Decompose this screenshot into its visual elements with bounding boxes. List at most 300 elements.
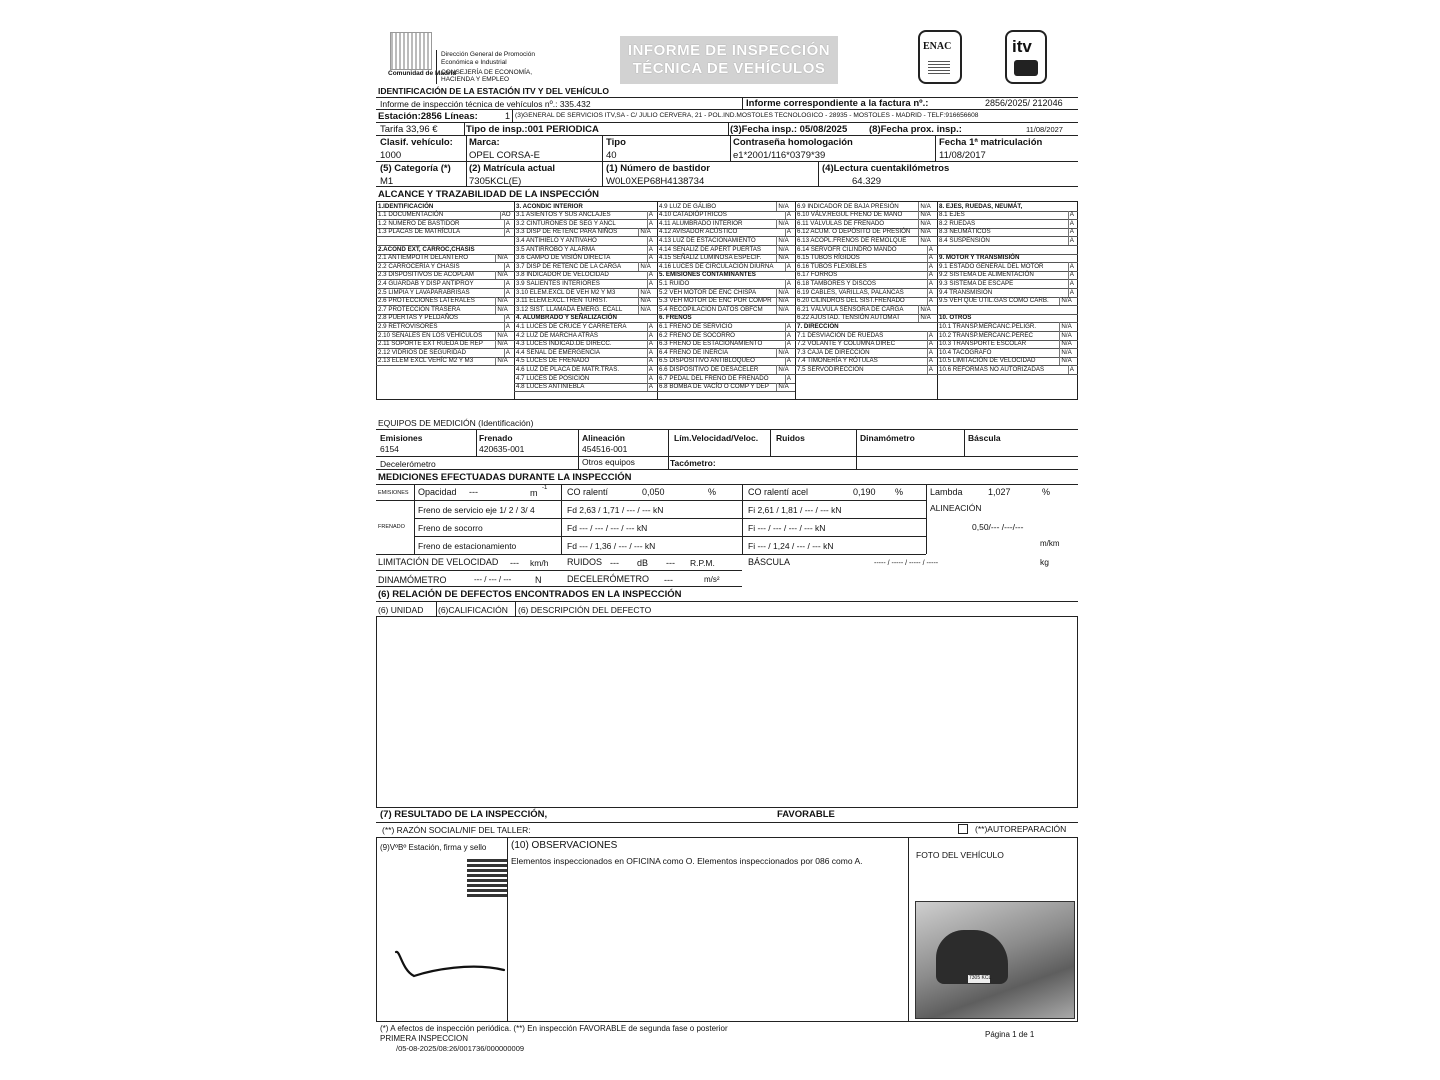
ruidos-rpm: R.P.M.: [690, 558, 715, 568]
opacidad-label: Opacidad: [418, 487, 457, 497]
scope-result-divider: [918, 211, 919, 220]
foto-label: FOTO DEL VEHÍCULO: [916, 850, 1004, 860]
scope-result-divider: [785, 340, 786, 349]
banner-line-2: TÉCNICA DE VEHÍCULOS: [632, 60, 826, 77]
scope-result-divider: [504, 288, 505, 297]
bascula-label: BÁSCULA: [748, 557, 791, 567]
next-insp-label: (8)Fecha prox. insp.:: [869, 124, 962, 135]
scope-item-label: 8.2 RUEDAS: [939, 219, 976, 227]
scope-item-label: 2.9 RETROVISORES: [378, 322, 438, 330]
col-descripcion: (6) DESCRIPCIÓN DEL DEFECTO: [518, 605, 652, 615]
scope-item-label: 3.11 ELEM.EXCL.TREN TURIST.: [516, 297, 608, 305]
scope-item-label: 2.4 GUARDAB Y DISP ANTIPROY: [378, 279, 474, 287]
clasif-label: Clasif. vehículo:: [380, 137, 453, 148]
scope-item-result: A: [1069, 279, 1074, 287]
scope-item-result: A: [648, 374, 653, 382]
scope-section-heading: 2.ACOND EXT, CARROC,CHASIS: [378, 245, 475, 253]
scope-item-result: A: [505, 322, 510, 330]
scope-item-label: 3.8 INDICADOR DE VELOCIDAD: [516, 271, 609, 279]
scope-item-result: A: [505, 288, 510, 296]
scope-item-label: 9.5 VEH QUE UTIL.GAS COMO CARB.: [939, 297, 1049, 305]
scope-item-result: A: [505, 314, 510, 322]
defects-area: [376, 616, 1078, 808]
scope-row-line: [514, 391, 657, 392]
scope-item-label: 6.1 FRENO DE SERVICIO: [659, 322, 733, 330]
scope-item-label: 8.4 SUSPENSIÓN: [939, 236, 990, 244]
scope-item-label: 4.9 LUZ DE GÁLIBO: [659, 202, 717, 210]
scope-item-result: A: [928, 340, 933, 348]
scope-item-result: A: [648, 279, 653, 287]
scope-item-label: 3.1 ASIENTOS Y SUS ANCLAJES: [516, 211, 611, 219]
scope-item-result: A: [786, 279, 791, 287]
co-ralenti-unit: %: [708, 487, 717, 497]
homolog-value: e1*2001/116*0379*39: [733, 150, 826, 161]
scope-result-divider: [504, 348, 505, 357]
scope-item-label: 4.2 LUZ DE MARCHA ATRÁS: [516, 331, 599, 339]
scope-item-result: A: [648, 254, 653, 262]
scope-result-divider: [638, 297, 639, 306]
scope-section-heading: 5. EMISIONES CONTAMINANTES: [659, 271, 756, 279]
scope-item-result: A: [648, 357, 653, 365]
dinamometro-label: DINAMÓMETRO: [378, 575, 447, 585]
eq-alineacion-label: Alineación: [582, 433, 625, 443]
scope-title: ALCANCE Y TRAZABILIDAD DE LA INSPECCIÓN: [378, 189, 599, 200]
scope-item-label: 4.10 CATADIÓPTRICOS: [659, 211, 727, 219]
lambda-unit: %: [1042, 487, 1051, 497]
scope-item-label: 4.11 ALUMBRADO INTERIOR: [659, 219, 743, 227]
scope-result-divider: [927, 271, 928, 280]
scope-item-result: A: [648, 236, 653, 244]
scope-item-label: 5.3 VEH MOTOR DE ENC POR COMPR: [659, 297, 772, 305]
eq-bascula-label: Báscula: [968, 433, 1001, 443]
scope-result-divider: [918, 305, 919, 314]
scope-item-result: A: [1069, 271, 1074, 279]
scope-section-heading: 1.IDENTIFICACIÓN: [378, 202, 434, 210]
org-line-1: Dirección General de Promoción: [441, 51, 535, 58]
scope-result-divider: [638, 288, 639, 297]
scope-result-divider: [927, 245, 928, 254]
scope-result-divider: [927, 331, 928, 340]
scope-item-label: 6.9 INDICADOR DE BAJA PRESIÓN: [797, 202, 899, 210]
scope-item-result: N/A: [1061, 348, 1072, 356]
scope-item-result: A: [786, 374, 791, 382]
scope-result-divider: [495, 305, 496, 314]
scope-item-label: 1.1 DOCUMENTACIÓN: [378, 211, 444, 219]
scope-item-result: A: [786, 262, 791, 270]
scope-result-divider: [1059, 331, 1060, 340]
scope-item-label: 1.2 NÚMERO DE BASTIDOR: [378, 219, 460, 227]
scope-result-divider: [927, 297, 928, 306]
scope-item-label: 1.3 PLACAS DE MATRÍCULA: [378, 228, 461, 236]
scope-column-divider: [795, 201, 796, 400]
scope-item-label: 9.2 SISTEMA DE ALIMENTACIÓN: [939, 271, 1034, 279]
decelerometro-label: DECELERÓMETRO: [567, 574, 650, 584]
co-acel-unit: %: [895, 487, 904, 497]
scope-item-result: N/A: [1061, 331, 1072, 339]
scope-item-label: 6.22 AJUSTAD. TENSIÓN AUTOMAT: [797, 314, 901, 322]
scope-result-divider: [785, 331, 786, 340]
opacidad-value: ---: [469, 487, 478, 497]
scope-item-label: 2.2 CARROCERÍA Y CHASIS: [378, 262, 460, 270]
alineacion-value: 0,50/--- /---/---: [972, 522, 1024, 532]
decelerometro-unit: m/s²: [704, 575, 720, 584]
scope-item-result: A: [505, 262, 510, 270]
freno-servicio-label: Freno de servicio eje 1/ 2 / 3/ 4: [418, 505, 535, 515]
scope-item-label: 2.8 PUERTAS Y PELDAÑOS: [378, 314, 459, 322]
scope-item-label: 7.2 VOLANTE Y COLUMNA DIREC: [797, 340, 896, 348]
scope-item-result: N/A: [778, 254, 789, 262]
fecha-mat-label: Fecha 1ª matriculación: [939, 137, 1043, 148]
ruidos-unit: dB: [637, 558, 649, 568]
scope-result-divider: [647, 322, 648, 331]
equipment-title: EQUIPOS DE MEDICIÓN (Identificación): [378, 418, 534, 428]
banner-line-1: INFORME DE INSPECCIÓN: [627, 42, 831, 59]
scope-item-label: 6.16 TUBOS FLEXIBLES: [797, 262, 867, 270]
scope-row-line: [795, 374, 937, 375]
scope-result-divider: [1068, 288, 1069, 297]
scope-result-divider: [918, 314, 919, 323]
scope-item-result: N/A: [778, 305, 789, 313]
scope-item-label: 6.8 BOMBA DE VACÍO O COMP Y DEP: [659, 383, 769, 391]
scope-item-label: 10.6 REFORMAS NO AUTORIZADAS: [939, 365, 1045, 373]
scope-result-divider: [785, 262, 786, 271]
scope-item-result: A: [786, 357, 791, 365]
scope-item-label: 4.7 LUCES DE POSICIÓN: [516, 374, 590, 382]
scope-item-result: N/A: [497, 331, 508, 339]
scope-result-divider: [918, 236, 919, 245]
scope-item-result: A: [928, 254, 933, 262]
scope-result-divider: [647, 340, 648, 349]
scope-item-label: 9.4 TRANSMISIÓN: [939, 288, 993, 296]
col-unidad: (6) UNIDAD: [378, 605, 424, 615]
scope-result-divider: [785, 322, 786, 331]
scope-result-divider: [495, 297, 496, 306]
scope-item-result: N/A: [920, 305, 931, 313]
scope-item-result: N/A: [778, 245, 789, 253]
scope-item-result: N/A: [1061, 297, 1072, 305]
scope-result-divider: [927, 288, 928, 297]
identification-title: IDENTIFICACIÓN DE LA ESTACIÓN ITV Y DEL VEHÍCULO: [378, 86, 609, 96]
scope-item-result: A: [1069, 288, 1074, 296]
scope-item-label: 3.10 ELEM.EXCL DE VEH M2 Y M3: [516, 288, 616, 296]
scope-result-divider: [495, 271, 496, 280]
scope-result-divider: [647, 271, 648, 280]
scope-result-divider: [504, 219, 505, 228]
scope-result-divider: [776, 383, 777, 392]
co-acel-value: 0,190: [853, 487, 876, 497]
scope-result-divider: [1068, 228, 1069, 237]
scope-section-heading: 7. DIRECCIÓN: [797, 322, 839, 330]
eq-ruidos-label: Ruidos: [776, 433, 805, 443]
scope-item-label: 3.9 SALIENTES INTERIORES: [516, 279, 600, 287]
fi-servicio: Fi 2,61 / 1,81 / --- / --- kN: [748, 505, 842, 515]
qr-code: [467, 857, 507, 897]
scope-item-label: 3.12 SIST. LLAMADA EMERG. ECALL: [516, 305, 623, 313]
scope-item-label: 2.1 ANTIEMPOTR DELANTERO: [378, 254, 469, 262]
scope-item-result: N/A: [640, 305, 651, 313]
scope-result-divider: [647, 383, 648, 392]
scope-section-heading: 8. EJES, RUEDAS, NEUMÁT,: [939, 202, 1023, 210]
co-acel-label: CO ralentí acel: [748, 487, 809, 497]
scope-result-divider: [647, 331, 648, 340]
scope-item-label: 7.4 TIMONERÍA Y RÓTULAS: [797, 357, 878, 365]
scope-result-divider: [647, 211, 648, 220]
tipo-label: Tipo: [606, 137, 626, 148]
scope-item-label: 2.7 PROTECCIÓN TRASERA: [378, 305, 461, 313]
eq-emisiones-value: 6154: [380, 444, 399, 454]
scope-item-result: N/A: [1061, 322, 1072, 330]
scope-item-result: N/A: [778, 365, 789, 373]
scope-result-divider: [1068, 365, 1069, 374]
scope-item-result: A: [786, 322, 791, 330]
autoreparacion-label: (**)AUTOREPARACIÓN: [975, 824, 1067, 834]
lambda-label: Lambda: [930, 487, 963, 497]
scope-result-divider: [1059, 340, 1060, 349]
scope-item-label: 4.16 LUCES DE CIRCULACIÓN DIURNA: [659, 262, 774, 270]
scope-result-divider: [638, 262, 639, 271]
scope-result-divider: [1059, 348, 1060, 357]
scope-item-result: N/A: [1061, 357, 1072, 365]
scope-result-divider: [927, 279, 928, 288]
marca-label: Marca:: [469, 137, 500, 148]
scope-result-divider: [776, 365, 777, 374]
report-banner: [620, 36, 838, 84]
eq-frenado-label: Frenado: [479, 433, 513, 443]
scope-result-divider: [776, 297, 777, 306]
scope-result-divider: [1068, 236, 1069, 245]
scope-result-divider: [1068, 279, 1069, 288]
scope-item-label: 4.1 LUCES DE CRUCE Y CARRETERA: [516, 322, 627, 330]
madrid-logo: [390, 32, 432, 70]
bastidor-value: W0L0XEP68H4138734: [606, 176, 705, 187]
scope-result-divider: [927, 254, 928, 263]
scope-item-result: A: [928, 348, 933, 356]
bascula-unit: kg: [1040, 557, 1049, 567]
enac-logo: ENAC: [918, 30, 962, 84]
autoreparacion-checkbox[interactable]: [958, 824, 968, 834]
scope-item-label: 2.11 SOPORTE EXT RUEDA DE REP: [378, 340, 483, 348]
scope-item-label: 3.5 ANTIRROBO Y ALARMA: [516, 245, 596, 253]
eq-alineacion-value: 454516-001: [582, 444, 628, 454]
scope-result-divider: [647, 279, 648, 288]
scope-result-divider: [1059, 297, 1060, 306]
scope-result-divider: [638, 228, 639, 237]
scope-item-label: 10.4 TACÓGRAFO: [939, 348, 992, 356]
scope-item-result: A: [648, 340, 653, 348]
scope-item-label: 6.2 FRENO DE SOCORRO: [659, 331, 735, 339]
scope-item-result: A: [505, 228, 510, 236]
bascula-value: ----- / ----- / ----- / -----: [874, 560, 939, 567]
scope-item-result: A: [505, 279, 510, 287]
scope-result-divider: [785, 374, 786, 383]
scope-result-divider: [647, 245, 648, 254]
scope-item-result: A: [648, 211, 653, 219]
scope-result-divider: [776, 348, 777, 357]
scope-row-line: [657, 391, 795, 392]
scope-item-label: 2.3 DISPOSITIVOS DE ACOPLAM: [378, 271, 474, 279]
scope-item-label: 3.6 CAMPO DE VISIÓN DIRECTA: [516, 254, 611, 262]
scope-result-divider: [1068, 211, 1069, 220]
scope-result-divider: [776, 219, 777, 228]
scope-item-label: 9.1 ESTADO GENERAL DEL MOTOR: [939, 262, 1044, 270]
scope-result-divider: [776, 202, 777, 211]
org-name: Comunidad de Madrid: [388, 70, 457, 77]
scope-item-result: N/A: [497, 297, 508, 305]
scope-item-label: 6.3 FRENO DE ESTACIONAMIENTO: [659, 340, 763, 348]
scope-row-line: [937, 245, 1078, 246]
meas-emisiones-small: EMISIONES: [378, 490, 409, 496]
scope-item-result: N/A: [778, 297, 789, 305]
org-line-3: CONSEJERÍA DE ECONOMÍA,: [441, 69, 533, 76]
footer-note: (*) A efectos de inspección periódica. (**) En inspección FAVORABLE de segunda fase o posterior: [380, 1024, 728, 1033]
fi-estac: Fi --- / 1,24 / --- / --- kN: [748, 541, 834, 551]
scope-item-result: N/A: [778, 348, 789, 356]
scope-item-label: 6.20 CILINDROS DEL SIST.FRENADO: [797, 297, 905, 305]
eq-frenado-value: 420635-001: [479, 444, 525, 454]
scope-row-line: [937, 305, 1078, 306]
scope-result-divider: [495, 331, 496, 340]
scope-result-divider: [927, 340, 928, 349]
scope-item-label: 3.2 CINTURONES DE SEG Y ANCL: [516, 219, 616, 227]
scope-item-result: A: [786, 340, 791, 348]
scope-item-result: A: [648, 219, 653, 227]
scope-item-label: 2.6 PROTECCIONES LATERALES: [378, 297, 475, 305]
opacidad-unit: m: [530, 488, 538, 498]
scope-item-label: 2.13 ELEM EXCL VEHÍC M2 Y M3: [378, 357, 474, 365]
scope-result-divider: [495, 254, 496, 263]
scope-item-result: A: [786, 211, 791, 219]
station-label: Estación:2856 Líneas:: [378, 111, 478, 122]
km-label: (4)Lectura cuentakilómetros: [822, 163, 950, 174]
fd-estac: Fd --- / 1,36 / --- / --- kN: [567, 541, 656, 551]
scope-item-label: 4.15 SEÑALIZ LUMINOSA ESPECIF.: [659, 254, 762, 262]
scope-result-divider: [647, 254, 648, 263]
scope-result-divider: [1068, 271, 1069, 280]
scope-result-divider: [1059, 357, 1060, 366]
marca-value: OPEL CORSA-E: [469, 150, 540, 161]
scope-item-result: N/A: [778, 236, 789, 244]
org-line-2: Económica e Industrial: [441, 59, 507, 66]
scope-item-label: 6.13 ACOPL.FRENOS DE REMOLQUE: [797, 236, 907, 244]
scope-item-label: 10.1 TRANSP.MERCANC.PELIGR.: [939, 322, 1037, 330]
freno-estac-label: Freno de estacionamiento: [418, 541, 517, 551]
scope-item-result: A: [928, 297, 933, 305]
scope-result-divider: [927, 365, 928, 374]
col-calificacion: (6)CALIFICACIÓN: [438, 605, 508, 615]
fecha-mat-value: 11/08/2017: [939, 150, 986, 161]
scope-result-divider: [1068, 219, 1069, 228]
scope-item-result: N/A: [497, 357, 508, 365]
scope-item-result: N/A: [497, 305, 508, 313]
scope-item-result: N/A: [778, 288, 789, 296]
fd-socorro: Fd --- / --- / --- / --- kN: [567, 523, 648, 533]
scope-item-result: A: [928, 365, 933, 373]
scope-result-divider: [647, 374, 648, 383]
clasif-value: 1000: [380, 150, 402, 161]
scope-row-line: [937, 374, 1078, 375]
scope-item-label: 4.12 AVISADOR ACÚSTICO: [659, 228, 738, 236]
result-value: FAVORABLE: [777, 809, 835, 820]
eq-limvel-label: Lím.Velocidad/Veloc.: [674, 433, 759, 443]
scope-item-label: 6.5 DISPOSITIVO ANTIBLOQUEO: [659, 357, 755, 365]
scope-item-result: N/A: [497, 271, 508, 279]
tarifa: Tarifa 33,96 €: [380, 124, 438, 135]
measurements-title: MEDICIONES EFECTUADAS DURANTE LA INSPECCIÓN: [378, 472, 632, 483]
scope-item-label: 6.19 CABLES, VARILLAS, PALANCAS: [797, 288, 904, 296]
scope-item-label: 7.1 DESVIACIÓN DE RUEDAS: [797, 331, 884, 339]
scope-result-divider: [495, 357, 496, 366]
fd-servicio: Fd 2,63 / 1,71 / --- / --- kN: [567, 505, 664, 515]
scope-item-result: A: [1069, 228, 1074, 236]
report-number: Informe de inspección técnica de vehículos nº.: 335.432: [380, 99, 591, 109]
scope-item-label: 4.13 LUZ DE ESTACIONAMIENTO: [659, 236, 756, 244]
scope-result-divider: [495, 340, 496, 349]
razon-social-label: (**) RAZÓN SOCIAL/NIF DEL TALLER:: [382, 825, 531, 835]
page-number: Página 1 de 1: [985, 1030, 1035, 1039]
decelerometro-value: ---: [664, 575, 673, 585]
scope-row-line: [376, 236, 514, 237]
scope-item-label: 4.14 SEÑALIZ DE APERT PUERTAS: [659, 245, 762, 253]
categoria-value: M1: [380, 176, 394, 187]
lines-value: 1: [505, 111, 511, 121]
scope-item-result: N/A: [920, 202, 931, 210]
matricula-value: 7305KCL(E): [469, 176, 522, 187]
scope-item-label: 9.3 SISTEMA DE ESCAPE: [939, 279, 1014, 287]
observaciones-text: Elementos inspeccionados en OFICINA como O. Elementos inspeccionados por 086 como A.: [511, 856, 863, 866]
scope-section-heading: 6. FRENOS: [659, 314, 692, 322]
scope-item-result: N/A: [920, 211, 931, 219]
scope-item-result: A: [648, 348, 653, 356]
scope-column-divider: [657, 201, 658, 400]
scope-item-label: 4.6 LUZ DE PLACA DE MATR.TRAS.: [516, 365, 620, 373]
limitacion-value: ---: [510, 558, 519, 568]
dinamometro-unit: N: [535, 575, 542, 585]
meas-frenado-small: FRENADO: [378, 524, 405, 530]
scope-item-label: 8.3 NEUMÁTICOS: [939, 228, 991, 236]
scope-item-result: A: [648, 245, 653, 253]
scope-result-divider: [647, 236, 648, 245]
scope-item-label: 3.3 DISP DE RETENC PARA NIÑOS: [516, 228, 618, 236]
scope-result-divider: [1059, 322, 1060, 331]
co-ralenti-label: CO ralentí: [567, 487, 609, 497]
insp-type: Tipo de insp.:001 PERIODICA: [466, 124, 599, 135]
scope-item-result: N/A: [640, 297, 651, 305]
scope-result-divider: [776, 236, 777, 245]
scope-item-label: 6.17 FORROS: [797, 271, 838, 279]
km-value: 64.329: [852, 176, 882, 187]
defects-title: (6) RELACIÓN DE DEFECTOS ENCONTRADOS EN LA INSPECCIÓN: [378, 589, 682, 600]
scope-item-result: A: [648, 322, 653, 330]
alineacion-label: ALINEACIÓN: [930, 503, 982, 513]
scope-item-label: 6.7 PEDAL DEL FRENO DE FRENADO: [659, 374, 769, 382]
scope-section-heading: 10. OTROS: [939, 314, 972, 322]
scope-item-result: N/A: [640, 228, 651, 236]
scope-result-divider: [918, 228, 919, 237]
homolog-label: Contraseña homologación: [733, 137, 853, 148]
observaciones-title: (10) OBSERVACIONES: [511, 840, 618, 851]
scope-item-label: 2.5 LIMPIA Y LAVAPARABRISAS: [378, 288, 470, 296]
footer-primera: PRIMERA INSPECCION: [380, 1034, 469, 1043]
scope-result-divider: [785, 228, 786, 237]
eq-otros-label: Otros equipos: [582, 457, 635, 467]
scope-item-result: N/A: [1061, 340, 1072, 348]
categoria-label: (5) Categoría (*): [380, 163, 451, 174]
scope-item-result: A: [1069, 211, 1074, 219]
scope-item-result: A: [505, 348, 510, 356]
eq-emisiones-label: Emisiones: [380, 433, 423, 443]
fi-socorro: Fi --- / --- / --- / --- kN: [748, 523, 826, 533]
scope-item-result: N/A: [778, 219, 789, 227]
